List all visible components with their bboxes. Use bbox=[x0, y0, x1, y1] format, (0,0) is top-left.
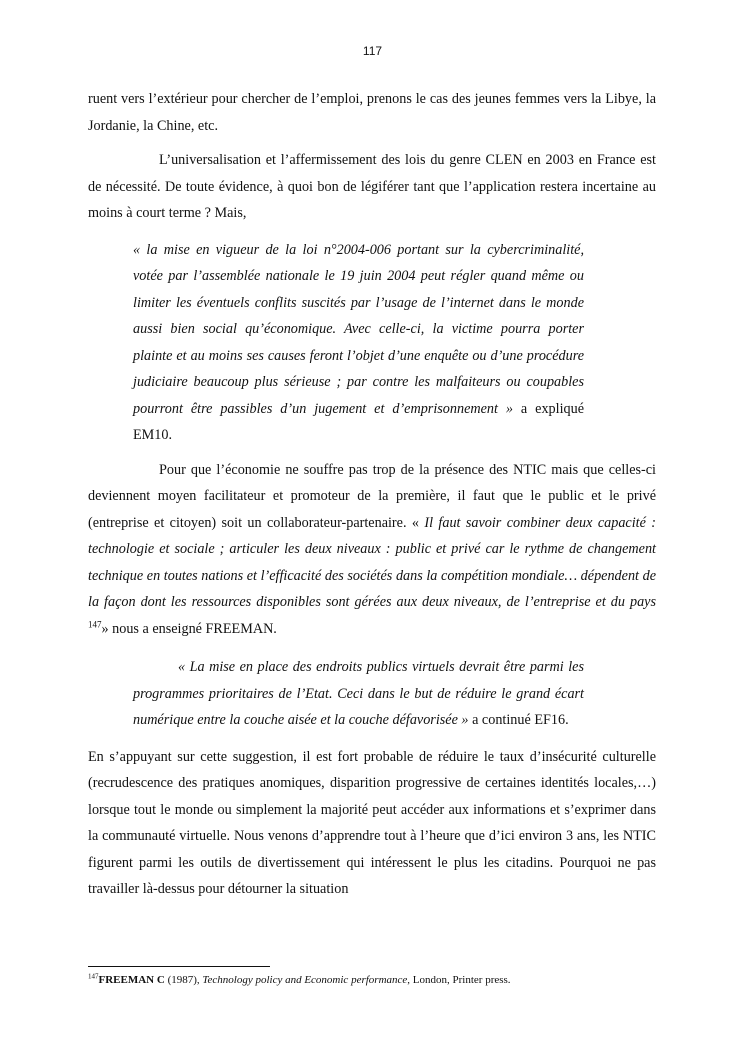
paragraph-4: En s’appuyant sur cette suggestion, il est fort probable de réduire le taux d’insécurité culturelle (recrudescence des pratiques anomiques, disparition progressive de certaines identités locales,…) lorsque tout le monde ou simplement la majorité peut accéder aux informations et s’exprimer dans la communauté virtuelle. Nous venons d’apprendre tout à l’heure que d’ici environ 3 ans, les NTIC figurent parmi les outils de divertissement qui intéressent le plus les citadins. Pourquoi ne pas travailler là-dessus pour détourner la situation bbox=[88, 748, 656, 897]
footnote-147 bbox=[88, 973, 688, 987]
paragraph-1: ruent vers l’extérieur pour chercher de l’emploi, prenons le cas des jeunes femmes vers la Libye, la Jordanie, la Chine, etc. bbox=[88, 91, 656, 134]
paragraph-3-quote: Il faut savoir combiner deux capacité : technologie et sociale ; articuler les deux niveaux : public et privé car le rythme de changement technique en toutes nations et l’efficacité des sociétés dans la compétition mondiale… dépendent de la façon dont les ressources disponibles sont gérées aux deux niveaux, de l’entreprise et du pays bbox=[88, 514, 656, 610]
block-quote-em10 bbox=[133, 237, 584, 449]
footnote-publisher: , London, Printer press. bbox=[407, 974, 511, 986]
paragraph-3-end: » nous a enseigné FREEMAN. bbox=[101, 620, 277, 637]
quote-ef16-attribution: a continué EF16. bbox=[468, 712, 569, 728]
footnote-year: (1987), bbox=[164, 974, 203, 986]
footnote-title: Technology policy and Economic performance bbox=[202, 974, 408, 986]
quote-em10-text: « la mise en vigueur de la loi n°2004-006 portant sur la cybercriminalité, votée par l’assemblée nationale le 19 juin 2004 peut régler quand même ou limiter les éventuels conflits suscités par l’usage de l’internet dans le monde aussi bien social qu’économique. Avec celle-ci, la victime pourra porter plainte et au moins ses causes feront l’objet d’une enquête ou d’une procédure judiciaire beaucoup plus sérieuse ; par contre les malfaiteurs ou coupables pourront être passibles d’un jugement et d’emprisonnement » bbox=[133, 241, 584, 417]
block-quote-ef16 bbox=[133, 654, 584, 734]
paragraph-3 bbox=[88, 457, 656, 643]
footnote-author: FREEMAN C bbox=[98, 974, 165, 986]
quote-em10-attribution: a expliqué EM10. bbox=[133, 400, 585, 443]
footnote-separator bbox=[88, 966, 270, 967]
footnote-number: 147 bbox=[88, 972, 99, 981]
paragraph-2: L’universalisation et l’affermissement des lois du genre CLEN en 2003 en France est de nécessité. De toute évidence, à quoi bon de légiférer tant que l’application restera incertaine au moins à court terme ? Mais, bbox=[88, 152, 656, 221]
page-body bbox=[88, 86, 656, 903]
page-number: 117 bbox=[362, 44, 383, 58]
quote-ef16-text: « La mise en place des endroits publics virtuels devrait être parmi les programmes prioritaires de l’Etat. Ceci dans le but de réduire le grand écart numérique entre la couche aisée et la couche défavorisée » bbox=[133, 659, 584, 728]
paragraph-3-intro: Pour que l’économie ne souffre pas trop de la présence des NTIC mais que celles-ci deviennent moyen facilitateur et promoteur de la première, il faut que le public et le privé (entreprise et citoyen) soit un collaborateur-partenaire. « bbox=[88, 461, 656, 531]
footnote-reference: 147 bbox=[88, 618, 102, 629]
